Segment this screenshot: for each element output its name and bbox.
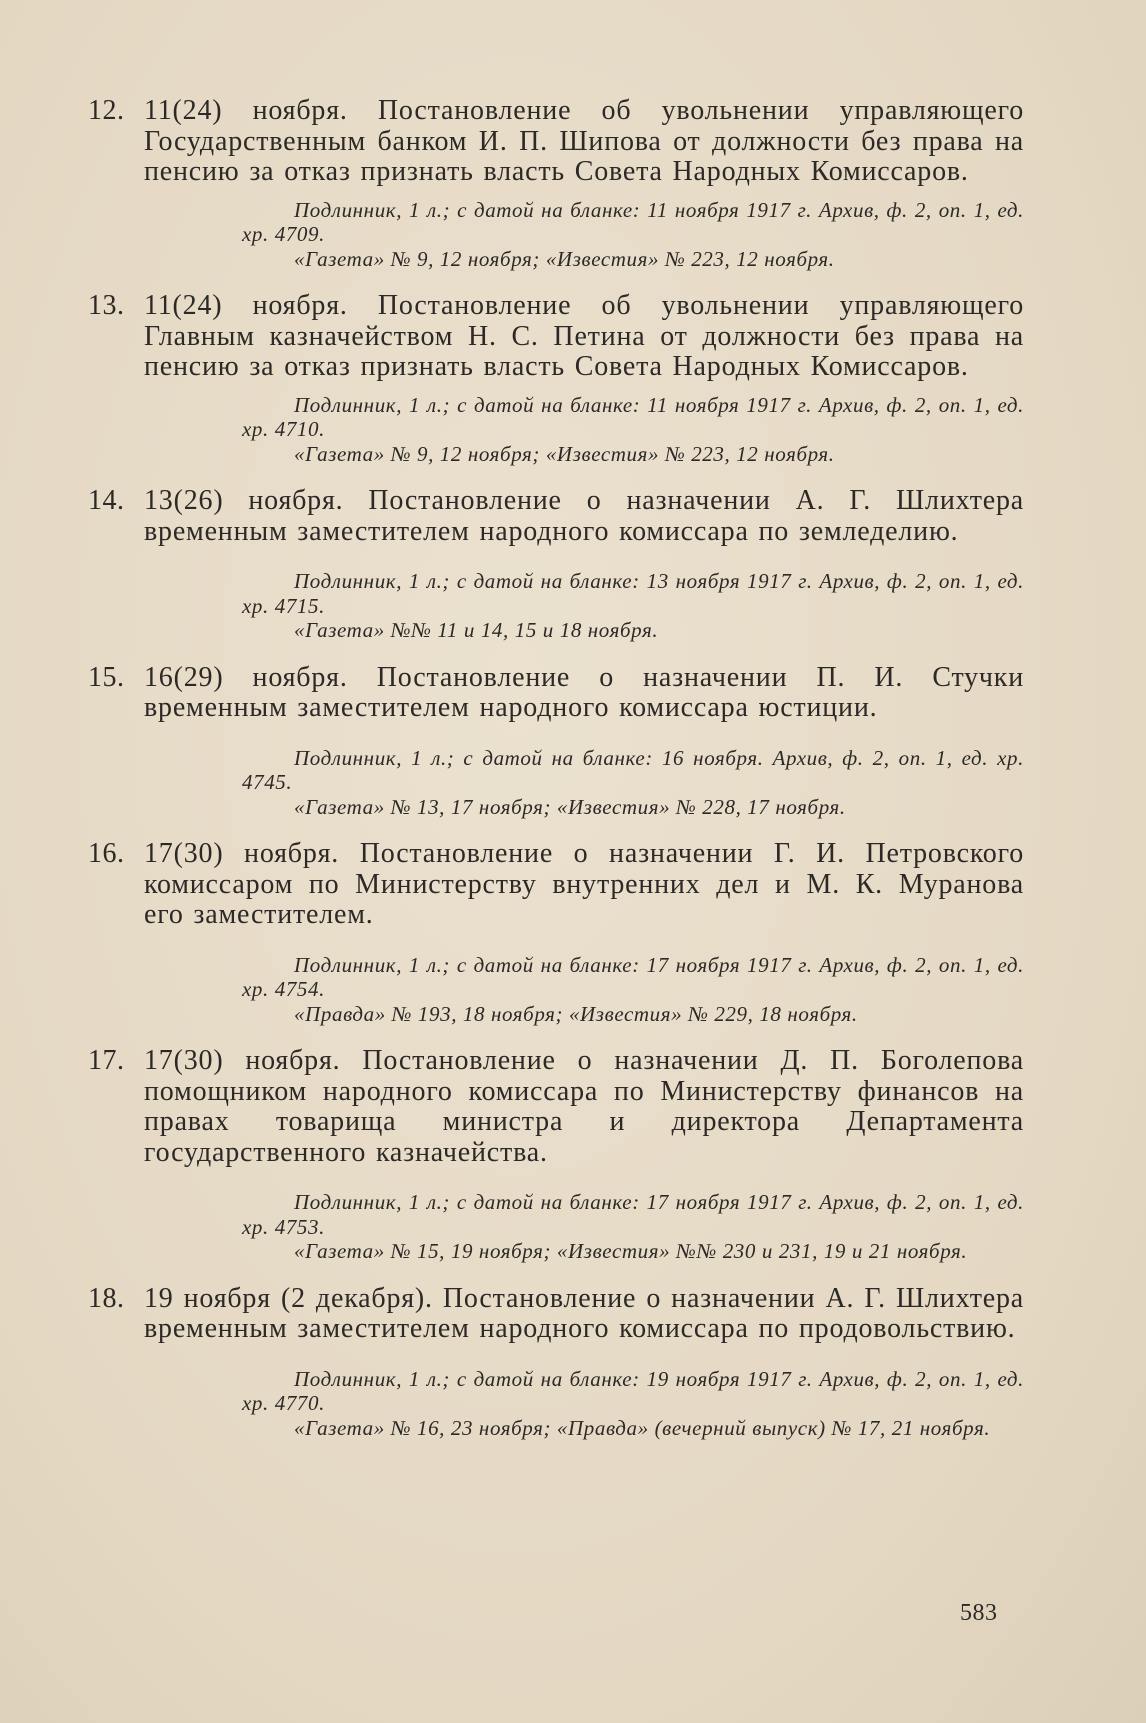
- entry-number: 15.: [88, 661, 125, 693]
- entry-title: 13(26) ноября. Постановление о назначении А. Г. Шлихтера временным заместителем народного комиссара по земледелию.: [144, 485, 1024, 547]
- entry-source: Подлинник, 1 л.; с датой на бланке: 11 ноября 1917 г. Архив, ф. 2, оп. 1, ед. хр. 4710.: [242, 392, 1024, 441]
- entry-source: Подлинник, 1 л.; с датой на бланке: 19 ноября 1917 г. Архив, ф. 2, оп. 1, ед. хр. 4770.: [242, 1366, 1024, 1415]
- entry-source: Подлинник, 1 л.; с датой на бланке: 17 ноября 1917 г. Архив, ф. 2, оп. 1, ед. хр. 4753.: [242, 1190, 1024, 1239]
- entry-number: 17.: [88, 1045, 125, 1076]
- entry-18: [88, 1284, 1024, 1441]
- entry-publication: «Газета» № 9, 12 ноября; «Известия» № 223, 12 ноября.: [294, 246, 835, 271]
- entry-title: 16(29) ноября. Постановление о назначении П. И. Стучки временным заместителем народного комиссара юстиции.: [144, 661, 1024, 723]
- entry-number: 14.: [88, 485, 125, 516]
- entry-14: [88, 486, 1024, 643]
- entry-title: 17(30) ноября. Постановление о назначении Г. И. Петровского комиссаром по Министерству внутренних дел и М. К. Муранова его заместителем.: [144, 838, 1024, 930]
- entry-number: 16.: [88, 838, 125, 869]
- entry-publication: «Газета» № 9, 12 ноября; «Известия» № 223, 12 ноября.: [294, 441, 835, 466]
- entry-source: Подлинник, 1 л.; с датой на бланке: 17 ноября 1917 г. Архив, ф. 2, оп. 1, ед. хр. 4754.: [242, 952, 1024, 1001]
- entry-17: [88, 1046, 1024, 1264]
- entry-title: 17(30) ноября. Постановление о назначении Д. П. Боголепова помощником народного комиссара по Министерству финансов на правах товарища министра и директора Департамента государственного казначейства.: [144, 1045, 1024, 1168]
- entry-source: Подлинник, 1 л.; с датой на бланке: 13 ноября 1917 г. Архив, ф. 2, оп. 1, ед. хр. 4715.: [242, 569, 1024, 618]
- entry-15: [88, 663, 1024, 820]
- entry-publication: «Газета» № 13, 17 ноября; «Известия» № 228, 17 ноября.: [294, 794, 846, 819]
- page-number: 583: [960, 1600, 998, 1626]
- entry-number: 12.: [88, 95, 125, 126]
- entry-number: 13.: [88, 290, 125, 321]
- entry-title: 11(24) ноября. Постановление об увольнении управляющего Государственным банком И. П. Шипова от должности без права на пенсию за отказ признать власть Совета Народных Комиссаров.: [144, 95, 1024, 187]
- entry-12: [88, 96, 1024, 271]
- entry-publication: «Газета» №№ 11 и 14, 15 и 18 ноября.: [294, 618, 659, 642]
- entry-publication: «Газета» № 16, 23 ноября; «Правда» (вечерний выпуск) № 17, 21 ноября.: [294, 1415, 991, 1440]
- entry-publication: «Правда» № 193, 18 ноября; «Известия» № 229, 18 ноября.: [294, 1001, 858, 1026]
- entry-list: [88, 96, 1024, 1460]
- entry-source: Подлинник, 1 л.; с датой на бланке: 16 ноября. Архив, ф. 2, оп. 1, ед. хр. 4745.: [242, 745, 1024, 794]
- entry-title: 19 ноября (2 декабря). Постановление о назначении А. Г. Шлихтера временным заместителем народного комиссара по продовольствию.: [144, 1282, 1024, 1344]
- entry-13: [88, 291, 1024, 466]
- entry-source: Подлинник, 1 л.; с датой на бланке: 11 ноября 1917 г. Архив, ф. 2, оп. 1, ед. хр. 4709.: [242, 197, 1024, 246]
- entry-title: 11(24) ноября. Постановление об увольнении управляющего Главным казначейством Н. С. Петина от должности без права на пенсию за отказ признать власть Совета Народных Комиссаров.: [144, 290, 1024, 382]
- entry-publication: «Газета» № 15, 19 ноября; «Известия» №№ 230 и 231, 19 и 21 ноября.: [294, 1239, 968, 1263]
- entry-16: [88, 839, 1024, 1026]
- entry-number: 18.: [88, 1282, 125, 1314]
